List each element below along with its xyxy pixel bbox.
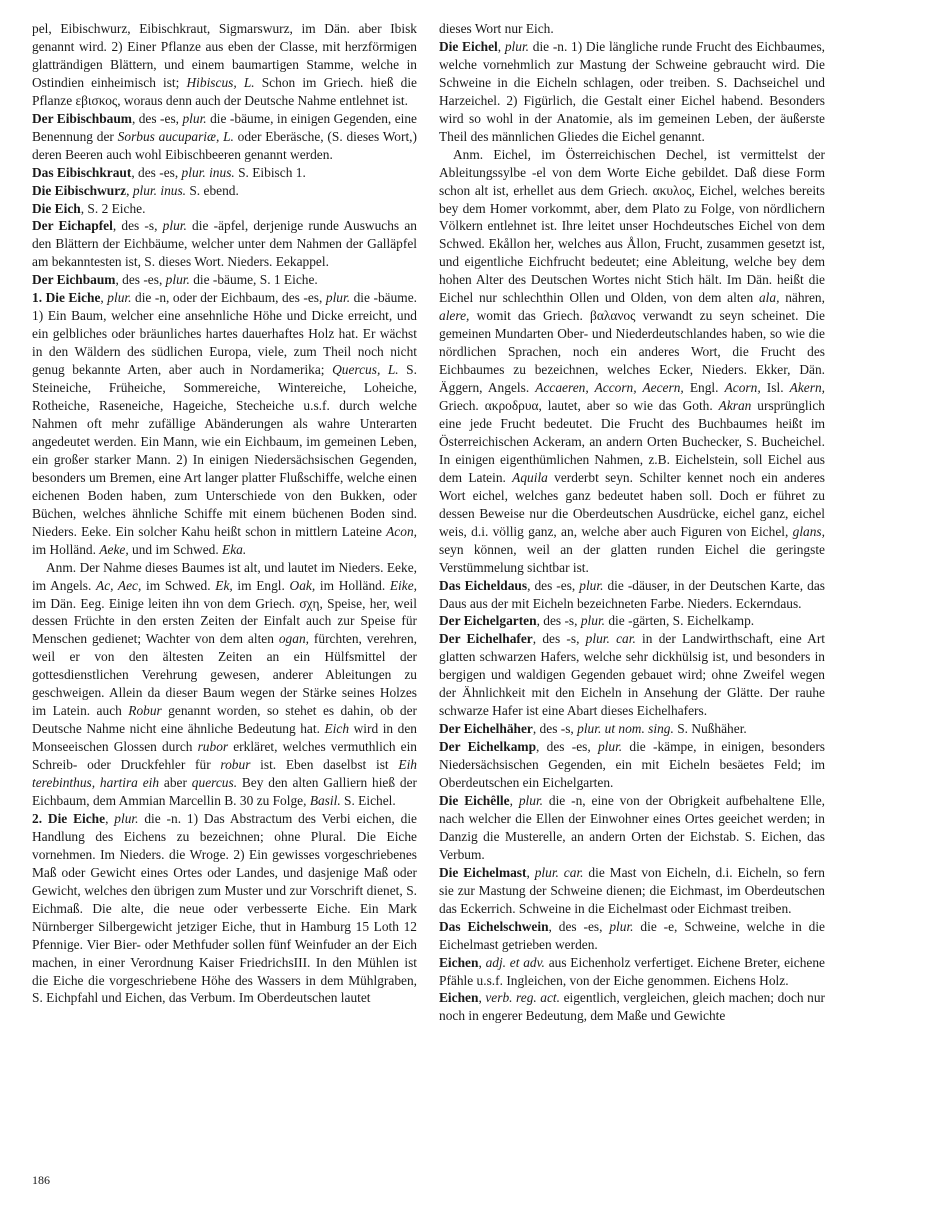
body-text: die -n. 1) Das Abstractum des Verbi eichen, die Handlung des Eichens zu bezeichnen; ohne Plural. Die Eiche vornehmen. Im Nieders. die Wroge. 2) Ein gewisses vorgeschriebenes Maß oder Gewicht eines Ortes oder Landes, und dasjenige Maß oder Gewicht, welches den übrigen zum Muster und zur Vorschrift dienet, S. Eichmaß. Die alte, die neue oder verbesserte Eiche. Ein Mark Nürnberger Silbergewicht jetziger Eiche, thut in Hamburg 15 Loth 12 Pfennige. Vier Bier- oder Methfuder sollen fünf Weinfuder an der Eich machen, in einer Verordnung Kaiser FriedrichsIII. In den Mühlen ist die Eiche die vorgeschriebene Höhe des Wassers in dem Mühlgraben, S. Eichpfahl und Eichen, das Verbum. Im Oberdeutschen lautet — [32, 810, 417, 1006]
headword: Der Eichelhäher — [439, 721, 533, 737]
body-text: , — [526, 864, 535, 880]
body-text: S. Eibisch 1. — [234, 164, 306, 180]
italic-text: plur. — [114, 810, 139, 826]
italic-text: rubor — [197, 739, 229, 755]
body-text: im Dän. Eeg. Einige leiten ihn von dem Griech. σχη, Speise, her, weil dessen Früchte in den ersten Zeiten der Einfalt auch zur Speise für Menschen gedienet; Wachter von dem alten — [32, 595, 417, 647]
body-text: , des -es, — [131, 164, 182, 180]
headword: Eichen — [439, 990, 479, 1006]
body-text: Anm. Der Nahme dieses Baumes ist alt, und lautet im Nieders. Eeke, im Angels. — [32, 559, 417, 593]
italic-text: Eih terebinthus, hartira eih — [32, 757, 417, 791]
italic-text: Acon, — [386, 523, 417, 539]
entry-eichelle — [439, 792, 825, 864]
body-text: , des -es, — [548, 918, 610, 934]
body-text: Schon im Griech. hieß die Pflanze εβισκος, woraus denn auch der Deutsche Nahme entlehnet ist. — [32, 74, 417, 108]
entry-eichen-adj — [439, 954, 825, 990]
italic-text: Robur — [128, 703, 162, 719]
italic-text: plur. car. — [585, 631, 636, 647]
entry-eibischbaum — [32, 110, 417, 164]
body-text: aus Eichenholz verfertiget. Eichene Breter, eichene Pfähle u.s.f. Ingleichen, von der Eiche genommen. Eichens Holz. — [439, 954, 825, 988]
entry-eichelschwein — [439, 918, 825, 954]
body-text: die -n. 1) Die längliche runde Frucht des Eichbaumes, welche vornehmlich zur Mastung der Schweine gebraucht wird. Die Schweine in die Eicheln schlagen, oder treiben. S. Dachseichel und Harzeichel. 2) Figürlich, die Gestalt einer Eichel habend. Besonders wird so wohl in der Anatomie, als im gemeinen Leben, der äußerste Theil des männlichen Gliedes die Eichel genannt. — [439, 38, 826, 144]
body-text: , des -s, — [112, 218, 163, 234]
entry-eichapfel — [32, 217, 417, 271]
italic-text: Acorn, — [724, 380, 761, 396]
italic-text: plur. — [580, 613, 606, 629]
body-text: dieses Wort nur Eich. — [439, 21, 554, 36]
italic-text: plur. — [182, 110, 207, 126]
body-text: womit das Griech. βαλανος verwandt zu seyn scheinet. Die gemeinen Mundarten Ober- und Niederdeutschlandes haben, so wie die nördlichen Sprachen, noch ein anderes Wort, die Frucht des Eichbaumes zu bezeichnen, welches Ecker, Nieders. Ekker, Dän. Äggern, Angels. — [439, 308, 825, 396]
headword: Der Eichapfel — [32, 218, 113, 234]
body-text: , des -es, — [131, 110, 183, 126]
body-text: die -n, eine von der Obrigkeit aufbehaltene Elle, nach welcher die Ellen der Einwohner eines Ortes geeichet werden; in Danzig die Musterelle, an andern Orten der Eichstab. S. Eichen, das Verbum. — [439, 792, 825, 862]
entry-eiche-2 — [32, 810, 417, 1007]
entry-eibisch-continued — [32, 20, 417, 110]
right-column — [439, 20, 825, 1025]
body-text: ist. Eben daselbst ist — [250, 757, 399, 773]
note-eichel — [439, 146, 825, 577]
headword: Das Eibischkraut — [32, 164, 132, 180]
body-text: die -gärten, S. Eichelkamp. — [605, 613, 755, 629]
entry-eichbaum — [32, 271, 417, 289]
body-text: Bey den alten Galliern hieß der Eichbaum, dem Ammian Marcellin B. 30 zu Folge, — [32, 775, 417, 808]
body-text: S. Steineiche, Früheiche, Sommereiche, Wintereiche, Loheiche, Rotheiche, Raseneiche, Hageiche, Stecheiche u.s.f. durch welche Nahmen oft mehr zufällige Abänderungen als wahre Unterarten angedeutet werden. Ein Mann, wie ein Eichbaum, im gemeinen Leben, ein großer starker Mann. 2) In einigen Niedersächsischen Gegenden, besonders um Bremen, eine Art langer platter Flußschiffe, welche einen eichenen Boden haben, zum Unterschiede von den Bukken, oder Büchen, welches ähnliche Schiffe mit einem büchenen Boden sind. Nieders. Eeke. Ein solcher Kahu heißt schon in mittlern Lateine — [32, 362, 417, 539]
italic-text: plur. — [325, 290, 351, 306]
body-text: die -bäume, S. 1 Eiche. — [189, 272, 318, 288]
body-text: fürchten, verehren, weil er von den ältesten Zeiten an ein Hülfsmittel der gottesdienstlichen Verehrung gewesen, anderer Ableitungen zu geschweigen. Allein da dieser Baum wegen der Stärke seines Holzes im Latein. auch — [32, 631, 417, 719]
headword: Die Eichelmast — [439, 864, 527, 880]
headword: Die Eich — [32, 200, 81, 216]
italic-text: adj. et adv. — [485, 954, 545, 970]
italic-text: plur. — [107, 290, 132, 306]
body-text: und im Schwed. — [128, 541, 223, 557]
body-text: die Mast von Eicheln, d.i. Eicheln, so fern sie zur Mastung der Schweine dienen; die Eichmast, im Oberdeutschen das Eckerrich. Schweine in die Eichelmast oder Eichmast treiben. — [439, 864, 825, 916]
body-text: die -bäume. 1) Ein Baum, welcher eine ansehnliche Höhe und Dicke erreicht, und ein gelbliches oder bräunliches hartes dauerhaftes Holz hat. Er wächst in den Wäldern des südlichen Europa, viele, zum Theil noch nicht genug bekannte Arten, aber auch in Nordamerika; — [32, 290, 417, 378]
entry-eich — [32, 200, 417, 218]
body-text: nähren, — [779, 290, 825, 306]
italic-text: ogan, — [278, 631, 309, 647]
italic-text: Quercus, L. — [332, 362, 399, 378]
entry-eiche-2-continued — [439, 20, 825, 38]
headword: 2. Die Eiche — [32, 810, 106, 826]
italic-text: verb. reg. act. — [485, 990, 561, 1006]
entry-eichelgarten — [439, 612, 825, 630]
entry-eichelhaeher — [439, 720, 825, 738]
entry-eichelhafer — [439, 630, 825, 720]
italic-text: plur. inus. — [181, 164, 235, 180]
italic-text: plur. — [165, 272, 190, 288]
body-text: oder Eberäsche, (S. dieses Wort,) deren Beeren auch wohl Eibischbeeren genannt werden. — [32, 128, 417, 162]
headword: Der Eichelkamp — [439, 739, 537, 755]
body-text: in der Landwirthschaft, eine Art glatten schwarzen Hafers, welche sehr dickhülsig ist, und besonders in bergigen und waldigen Gegenden gebauet wird; ohne Zweifel wegen der Ähnlichkeit mit den Eicheln in Ansehung der Glätte. Der rauhe schwarze Hafer ist eine Abart dieses Eichelhafers. — [439, 631, 826, 719]
headword: Der Eichelhafer — [439, 631, 533, 647]
body-text: , des -s, — [532, 721, 578, 737]
entry-eichel — [439, 38, 825, 146]
italic-text: robur — [220, 757, 251, 773]
body-text: , des -es, — [115, 272, 166, 288]
body-text: die -n, oder der Eichbaum, des -es, — [131, 290, 326, 306]
body-text: im Engl. — [232, 577, 290, 593]
italic-text: Eike, — [389, 577, 417, 593]
body-text: genannt worden, so stehet es dahin, ob der Deutsche Nahme nicht eine ähnliche Bedeutung hat. — [32, 703, 417, 737]
headword: 1. Die Eiche — [32, 290, 101, 306]
italic-text: Accaeren, Accorn, Aecern, — [535, 380, 684, 396]
headword: Der Eichbaum — [32, 272, 116, 288]
body-text: S. ebend. — [186, 182, 239, 198]
entry-eiche-1 — [32, 289, 417, 558]
headword: Die Eichêlle — [439, 792, 510, 808]
body-text: Griech. ακροδρυα, lautet, aber so wie das Goth. — [439, 398, 719, 414]
headword: Der Eibischbaum — [32, 110, 132, 126]
body-text: aber — [159, 775, 192, 791]
body-text: im Holländ. — [315, 577, 390, 593]
italic-text: Ac, Aec, — [96, 577, 142, 593]
body-text: , — [100, 290, 108, 306]
italic-text: Sorbus aucupariæ, L. — [117, 128, 234, 144]
entry-eichen-verb — [439, 989, 825, 1025]
headword: Die Eibischwurz — [32, 182, 127, 198]
headword: Die Eichel — [439, 38, 498, 54]
italic-text: Basil. — [309, 792, 341, 808]
body-text: die -däuser, in der Deutschen Karte, das Daus aus der mit Eicheln bezeichneten Farbe. Nieders. Eckerndaus. — [439, 577, 826, 611]
italic-text: Hibiscus, L. — [186, 74, 255, 90]
entry-eicheldaus — [439, 577, 825, 613]
italic-text: plur. ut nom. sing. — [577, 721, 674, 737]
italic-text: quercus. — [191, 775, 238, 791]
body-text: , des -es, — [536, 739, 598, 755]
body-text: verderbt seyn. Schilter kennet noch ein anderes Wort eichel, welches ganz bedeutet haben soll. Doch er führet zu dessen Beweise nur die Oberdeutschen Ausdrücke, eichel ganz, eichel weis, d.i. völlig ganz, an, welche aber auch Figuren von Eichel, — [439, 469, 825, 539]
body-text: Isl. — [760, 380, 790, 396]
left-column — [32, 20, 417, 1007]
italic-text: plur. — [518, 792, 544, 808]
body-text: , — [478, 954, 486, 970]
body-text: pel, Eibischwurz, Eibischkraut, Sigmarswurz, im Dän. aber Ibisk genannt wird. 2) Einer Pflanze aus eben der Classe, mit herzförmigen glatträndigen Blättern, und einem baumartigen Stamme, welche in Ostindien einheimisch ist; — [32, 21, 417, 90]
italic-text: Eka. — [222, 541, 247, 557]
italic-text: Eich — [324, 721, 350, 737]
body-text: wird in den Monseeischen Glossen durch — [32, 721, 417, 755]
body-text: S. Eichel. — [340, 792, 396, 808]
italic-text: Aeke, — [99, 541, 129, 557]
body-text: die -kämpe, in einigen, besonders Niedersächsischen Gegenden, ein mit Eicheln besäetes Feld; im Oberdeutschen ein Eichelgarten. — [439, 739, 825, 791]
italic-text: ala, — [758, 290, 780, 306]
body-text: seyn können, weil an der glatten runden Eichel die geringste Verstümmelung sichtbar ist. — [439, 541, 825, 575]
body-text: die -bäume, in einigen Gegenden, eine Benennung der — [32, 110, 417, 144]
entry-eibischwurz — [32, 182, 417, 200]
body-text: , des -s, — [536, 613, 581, 629]
body-text: im Holländ. — [32, 541, 100, 557]
body-text: , — [105, 810, 115, 826]
headword: Das Eicheldaus — [439, 577, 528, 593]
headword: Der Eichelgarten — [439, 613, 537, 629]
headword: Eichen — [439, 954, 479, 970]
entry-eichelkamp — [439, 738, 825, 792]
body-text: die -äpfel, derjenige runde Auswuchs an den Blättern der Eichbäume, welcher unter dem Nahmen der Galläpfel am bekanntesten ist, S. dieses Wort. Nieders. Eekappel. — [32, 218, 417, 270]
body-text: , des -es, — [527, 577, 580, 593]
italic-text: glans, — [792, 523, 825, 539]
body-text: , S. 2 Eiche. — [80, 200, 146, 216]
italic-text: plur. — [504, 38, 530, 54]
body-text: , — [509, 792, 519, 808]
italic-text: plur. — [609, 918, 634, 934]
page-number: 186 — [32, 1173, 50, 1187]
italic-text: plur. inus. — [132, 182, 187, 198]
italic-text: Ek, — [215, 577, 233, 593]
italic-text: plur. — [597, 739, 623, 755]
body-text: Engl. — [683, 380, 725, 396]
italic-text: alere, — [439, 308, 470, 324]
italic-text: plur. car. — [534, 864, 584, 880]
body-text: im Schwed. — [141, 577, 216, 593]
italic-text: plur. — [162, 218, 187, 234]
body-text: die -e, Schweine, welche in die Eichelmast getrieben werden. — [439, 918, 826, 952]
body-text: , des -s, — [532, 631, 586, 647]
note-eiche-1 — [32, 559, 417, 810]
body-text: erkläret, welches vermuthlich ein Schreib- oder Druckfehler für — [32, 739, 417, 773]
italic-text: plur. — [579, 577, 604, 593]
body-text: Anm. Eichel, im Österreichischen Dechel, ist vermittelst der Ableitungssylbe -el von dem Worte Eiche gebildet. Daß diese Form schon alt ist, erhellet aus dem Griech. ακυλος, Eichel, welches bereits bey dem Homer vorkommt, aber, dem Plato zu Folge, von nördlichern Völkern entlehnet ist. Ihre leitet unser Hochdeutsches Eichel von dem Schwed. Ekållon her, welches aus Ållon, Frucht, zusammen gesetzt ist, und eigentliche Eichfrucht bedeutet; eine Ableitung, welche bey dem hohen Alter des Deutschen Wortes nicht Stich hält. Im Dän. heißt die Eichel nur schlechthin Ollen und Olden, von dem alten — [439, 146, 825, 306]
entry-eibischkraut — [32, 164, 417, 182]
italic-text: Akern, — [789, 380, 825, 396]
body-text: , — [126, 182, 133, 198]
body-text: S. Nußhäher. — [673, 721, 747, 737]
italic-text: Oak, — [289, 577, 316, 593]
italic-text: Aquila — [512, 469, 548, 485]
body-text: , — [497, 38, 505, 54]
body-text: eigentlich, vergleichen, gleich machen; doch nur noch in engerer Bedeutung, dem Maße und Gewichte — [439, 990, 826, 1024]
body-text: ursprünglich eine jede Frucht bedeutet. Die Frucht des Buchbaumes heißt im Österreichischen Ackeram, an andern Orten Buchecker, S. Bucheichel. In einigen eigenthümlichen Nahmen, z.B. Eichelstein, soll Eichel aus dem Latein. — [439, 398, 825, 485]
body-text: , — [478, 990, 486, 1006]
entry-eichelmast — [439, 864, 825, 918]
headword: Das Eichelschwein — [439, 918, 549, 934]
italic-text: Akran — [718, 398, 752, 414]
